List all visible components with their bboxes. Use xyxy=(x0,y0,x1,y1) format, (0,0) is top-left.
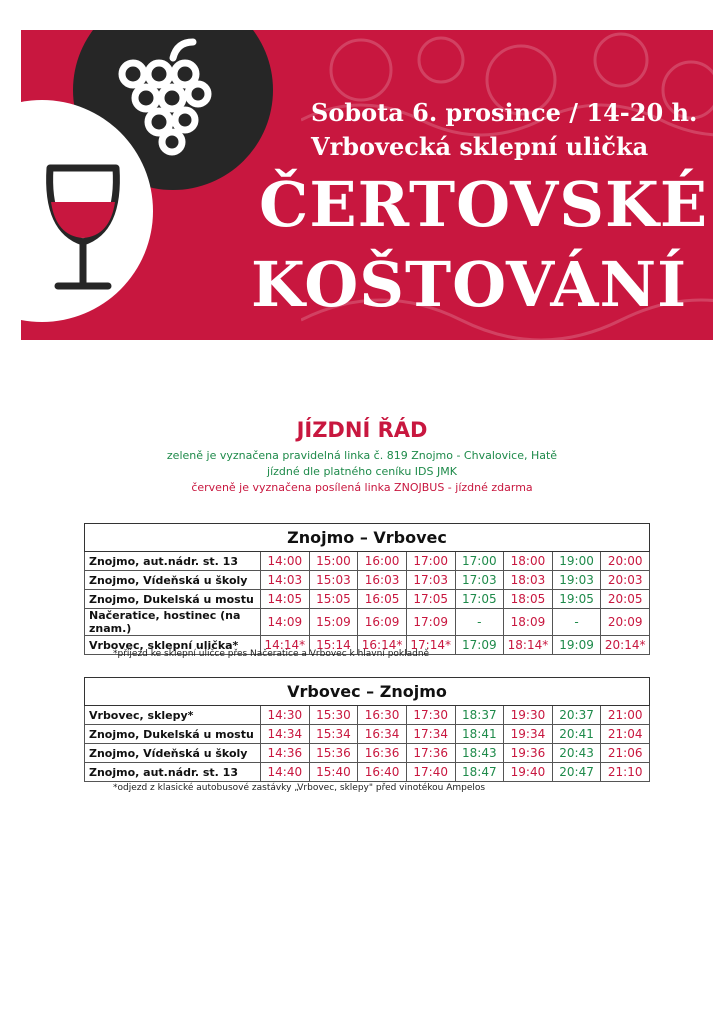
departure-time: 19:09 xyxy=(552,636,601,655)
departure-time: 19:34 xyxy=(504,725,553,744)
table-row xyxy=(85,744,650,763)
departure-time: 17:34 xyxy=(406,725,455,744)
info-fare: jízdné dle platného ceníku IDS JMK xyxy=(267,465,457,478)
event-title-line1: ČERTOVSKÉ xyxy=(259,168,709,241)
departure-time: 18:00 xyxy=(504,552,553,571)
table-row xyxy=(85,706,650,725)
stop-name: Znojmo, Vídeňská u školy xyxy=(85,571,261,590)
departure-time: 20:05 xyxy=(601,590,650,609)
table-row xyxy=(85,590,650,609)
departure-time: 14:34 xyxy=(261,725,310,744)
table-row xyxy=(85,571,650,590)
departure-time: 20:00 xyxy=(601,552,650,571)
timetable-vrbovec-znojmo xyxy=(84,677,650,782)
departure-time: 14:36 xyxy=(261,744,310,763)
departure-time: 14:00 xyxy=(261,552,310,571)
departure-time: 16:40 xyxy=(358,763,407,782)
departure-time: 18:03 xyxy=(504,571,553,590)
departure-time: 15:14 xyxy=(309,636,358,655)
departure-time: 20:47 xyxy=(552,763,601,782)
departure-time: 17:00 xyxy=(406,552,455,571)
departure-time: 14:14* xyxy=(261,636,310,655)
departure-time: 17:05 xyxy=(455,590,504,609)
departure-time: 15:36 xyxy=(309,744,358,763)
departure-time: 18:09 xyxy=(504,609,553,636)
stop-name: Načeratice, hostinec (na znam.) xyxy=(85,609,261,636)
event-banner xyxy=(21,30,713,340)
departure-time: 16:30 xyxy=(358,706,407,725)
departure-time: 21:00 xyxy=(601,706,650,725)
stop-name: Znojmo, Dukelská u mostu xyxy=(85,590,261,609)
departure-time: 21:04 xyxy=(601,725,650,744)
departure-time: 14:03 xyxy=(261,571,310,590)
departure-time: - xyxy=(552,609,601,636)
departure-time: 18:37 xyxy=(455,706,504,725)
departure-time: 16:05 xyxy=(358,590,407,609)
departure-time: 14:30 xyxy=(261,706,310,725)
table-row xyxy=(85,609,650,636)
event-date: Sobota 6. prosince / 14-20 h. xyxy=(311,98,698,127)
departure-time: 17:09 xyxy=(455,636,504,655)
departure-time: 15:34 xyxy=(309,725,358,744)
departure-time: 17:03 xyxy=(455,571,504,590)
departure-time: 19:36 xyxy=(504,744,553,763)
departure-time: 19:00 xyxy=(552,552,601,571)
departure-time: 17:00 xyxy=(455,552,504,571)
departure-time: 18:43 xyxy=(455,744,504,763)
departure-time: 14:09 xyxy=(261,609,310,636)
departure-time: 18:14* xyxy=(504,636,553,655)
departure-time: 15:09 xyxy=(309,609,358,636)
stop-name: Znojmo, Dukelská u mostu xyxy=(85,725,261,744)
departure-time: 16:00 xyxy=(358,552,407,571)
timetable-znojmo-vrbovec xyxy=(84,523,650,655)
departure-time: 18:41 xyxy=(455,725,504,744)
table-row xyxy=(85,725,650,744)
departure-time: 19:40 xyxy=(504,763,553,782)
timetable-note: *odjezd z klasické autobusové zastávky „Vrbovec, sklepy" před vinotékou Ampelos xyxy=(113,783,486,793)
departure-time: 19:30 xyxy=(504,706,553,725)
departure-time: 15:05 xyxy=(309,590,358,609)
info-regular-line: zeleně je vyznačena pravidelná linka č. 819 Znojmo - Chvalovice, Hatě xyxy=(166,449,558,462)
departure-time: 20:03 xyxy=(601,571,650,590)
departure-time: 17:14* xyxy=(406,636,455,655)
departure-time: 18:47 xyxy=(455,763,504,782)
departure-time: 17:40 xyxy=(406,763,455,782)
wine-glass-icon xyxy=(36,150,131,300)
departure-time: 19:05 xyxy=(552,590,601,609)
timetable-note: *příjezd ke sklepní uličce přes Načeratice a Vrbovec k hlavní pokladně xyxy=(113,649,430,659)
table-row xyxy=(85,552,650,571)
departure-time: 20:41 xyxy=(552,725,601,744)
departure-time: 20:37 xyxy=(552,706,601,725)
departure-time: 17:09 xyxy=(406,609,455,636)
departure-time: 20:43 xyxy=(552,744,601,763)
timetable-title: Znojmo – Vrbovec xyxy=(85,524,650,552)
departure-time: 20:09 xyxy=(601,609,650,636)
departure-time: 16:34 xyxy=(358,725,407,744)
departure-time: 17:30 xyxy=(406,706,455,725)
stop-name: Vrbovec, sklepní ulička* xyxy=(85,636,261,655)
stop-name: Vrbovec, sklepy* xyxy=(85,706,261,725)
timetable-heading: JÍZDNÍ ŘÁD xyxy=(296,418,428,442)
departure-time: 14:40 xyxy=(261,763,310,782)
stop-name: Znojmo, aut.nádr. st. 13 xyxy=(85,552,261,571)
departure-time: 19:03 xyxy=(552,571,601,590)
departure-time: 18:05 xyxy=(504,590,553,609)
info-free-line: červeně je vyznačena posílená linka ZNOJBUS - jízdné zdarma xyxy=(191,481,533,494)
table-row xyxy=(85,763,650,782)
departure-time: 16:36 xyxy=(358,744,407,763)
departure-time: 16:14* xyxy=(358,636,407,655)
departure-time: 15:00 xyxy=(309,552,358,571)
departure-time: 17:03 xyxy=(406,571,455,590)
departure-time: 15:03 xyxy=(309,571,358,590)
event-location: Vrbovecká sklepní ulička xyxy=(311,132,649,161)
timetable-title: Vrbovec – Znojmo xyxy=(85,678,650,706)
departure-time: 21:10 xyxy=(601,763,650,782)
departure-time: - xyxy=(455,609,504,636)
departure-time: 20:14* xyxy=(601,636,650,655)
departure-time: 14:05 xyxy=(261,590,310,609)
stop-name: Znojmo, Vídeňská u školy xyxy=(85,744,261,763)
event-title-line2: KOŠTOVÁNÍ xyxy=(251,248,688,321)
departure-time: 16:03 xyxy=(358,571,407,590)
departure-time: 17:05 xyxy=(406,590,455,609)
departure-time: 21:06 xyxy=(601,744,650,763)
departure-time: 16:09 xyxy=(358,609,407,636)
departure-time: 15:40 xyxy=(309,763,358,782)
departure-time: 17:36 xyxy=(406,744,455,763)
stop-name: Znojmo, aut.nádr. st. 13 xyxy=(85,763,261,782)
departure-time: 15:30 xyxy=(309,706,358,725)
